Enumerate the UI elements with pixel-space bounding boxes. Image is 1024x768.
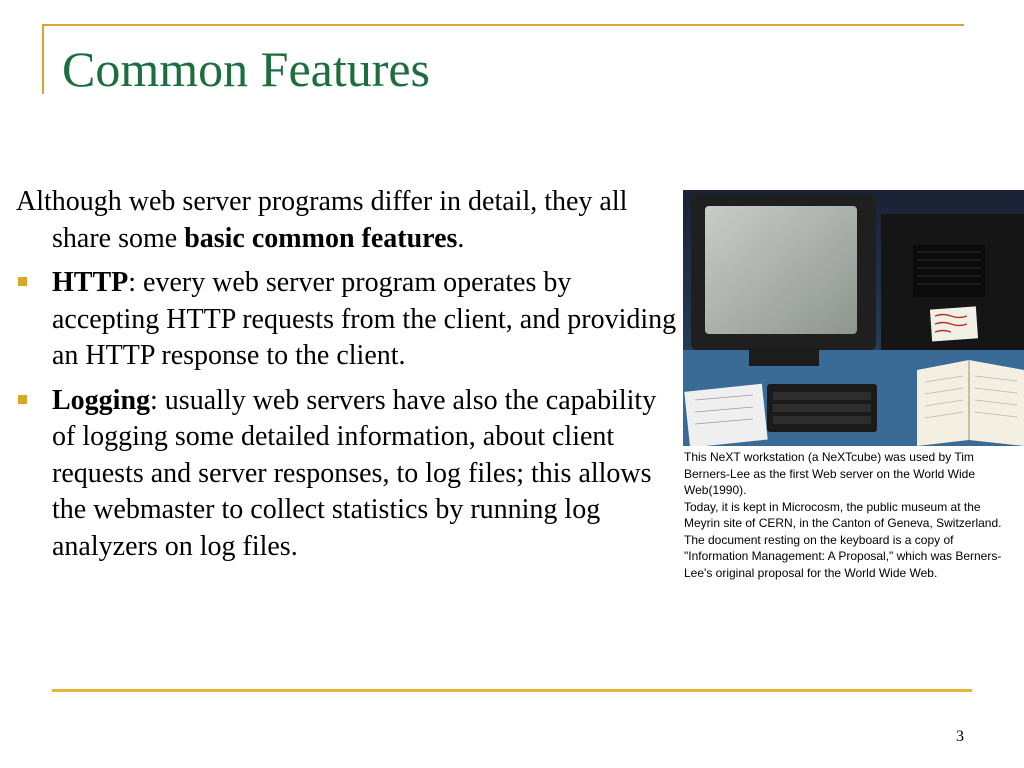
bullet-http bbox=[16, 265, 678, 375]
slide-body bbox=[16, 184, 678, 573]
bottom-rule bbox=[52, 689, 972, 692]
caption-line: This NeXT workstation (a NeXTcube) was used by Tim Berners-Lee as the first Web server on the World Wide Web(1990). bbox=[684, 450, 976, 497]
intro-text: Although web server programs differ in detail, they all share some bbox=[16, 186, 628, 254]
bullet-text: : every web server program operates by accepting HTTP requests from the client, and providing an HTTP response to the client. bbox=[52, 267, 677, 371]
slide-title: Common Features bbox=[62, 41, 431, 97]
caption-line: Today, it is kept in Microcosm, the public museum at the Meyrin site of CERN, in the Canton of Geneva, Switzerland. bbox=[684, 499, 1002, 530]
top-rule bbox=[42, 24, 964, 26]
bullet-text: : usually web servers have also the capability of logging some detailed information, about client requests and server responses, to log files; this allows the webmaster to collect statistics by running log analyzers on log files. bbox=[52, 384, 657, 562]
caption-line: The document resting on the keyboard is a copy of "Information Management: A Proposal," which was Berners-Lee's original proposal for the World Wide Web. bbox=[684, 532, 1002, 580]
left-rule bbox=[42, 24, 44, 94]
bullet-term: HTTP bbox=[52, 267, 129, 298]
next-workstation-photo bbox=[683, 190, 1024, 446]
photo-caption bbox=[684, 449, 1004, 581]
page-number: 3 bbox=[956, 728, 964, 745]
intro-paragraph bbox=[16, 184, 678, 257]
intro-end: . bbox=[457, 222, 465, 254]
bullet-logging bbox=[16, 383, 678, 566]
bullet-term: Logging bbox=[52, 384, 151, 416]
square-bullet-icon bbox=[18, 277, 27, 286]
square-bullet-icon bbox=[18, 395, 27, 404]
intro-emphasis: basic common features bbox=[184, 222, 458, 254]
